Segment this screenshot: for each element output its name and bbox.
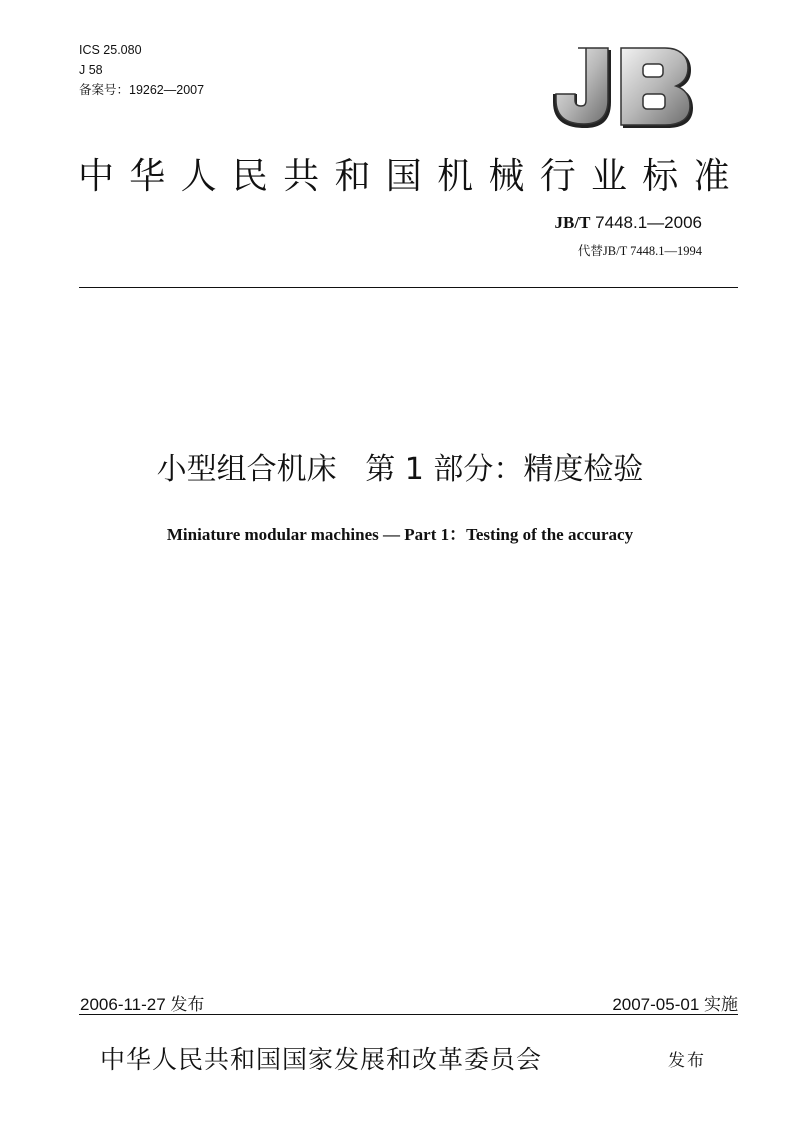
organization-title: 中华人民共和国机械行业标准 [78, 156, 745, 197]
chinese-title: 小型组合机床 第 1 部分：精度检验 [156, 452, 644, 487]
top-divider [79, 287, 738, 288]
standard-number-value: 7448.1—2006 [590, 213, 702, 232]
effective-date: 2007-05-01 实施 [612, 995, 738, 1014]
classification-block [79, 40, 204, 100]
jb-logo [545, 44, 695, 134]
issuing-authority: 中华人民共和国国家发展和改革委员会 [100, 1045, 543, 1074]
standard-number [555, 213, 702, 233]
jb-logo-icon [545, 44, 695, 134]
class-code: J 58 [79, 63, 103, 77]
issuing-authority-suffix: 发布 [668, 1051, 706, 1071]
bottom-divider [79, 1014, 738, 1015]
ics-code: ICS 25.080 [79, 43, 142, 57]
replaced-standard: 代替JB/T 7448.1—1994 [577, 244, 702, 258]
issue-date: 2006-11-27 发布 [80, 995, 205, 1014]
record-number: 备案号：19262—2007 [79, 83, 205, 97]
english-title: Miniature modular machines — Part 1：Testing of the accuracy [166, 525, 634, 544]
standard-number-prefix: JB/T [554, 213, 591, 232]
